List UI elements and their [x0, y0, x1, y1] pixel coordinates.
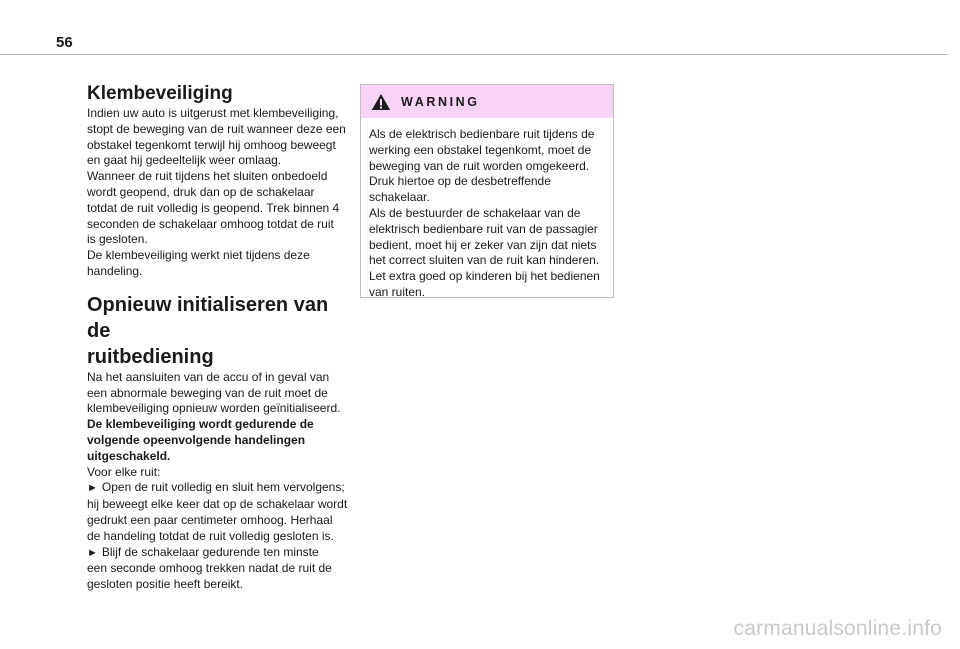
text-line: De klembeveiliging werkt niet tijdens deze — [87, 248, 310, 263]
bullet-arrow-icon: ► — [87, 546, 98, 559]
text-line: gedrukt een paar centimeter omhoog. Herhaal — [87, 512, 333, 527]
text-line: Wanneer de ruit tijdens het sluiten onbedoeld — [87, 169, 328, 184]
text-line: obstakel tegenkomt terwijl hij omhoog beweegt — [87, 137, 336, 152]
text-line: Als de elektrisch bedienbare ruit tijdens de — [369, 127, 595, 141]
warning-box — [360, 84, 614, 298]
text-line: elektrisch bedienbare ruit van de passagier — [369, 221, 598, 236]
text-line: totdat de ruit volledig is geopend. Trek binnen 4 — [87, 200, 340, 215]
text-line: Druk hiertoe op de desbetreffende — [369, 174, 551, 189]
text-line: stopt de beweging van de ruit wanneer deze een — [87, 121, 346, 136]
text-line: schakelaar. — [369, 190, 430, 205]
text-line: een seconde omhoog trekken nadat de ruit de — [87, 561, 332, 576]
text-line: klembeveiliging opnieuw worden geïnitialiseerd. — [87, 401, 341, 416]
text-line: en gaat hij gedeeltelijk weer omlaag. — [87, 153, 282, 168]
text-line: een abnormale beweging van de ruit moet de — [87, 385, 328, 400]
text-line: Indien uw auto is uitgerust met klembeveiliging, — [87, 106, 339, 120]
warning-body — [361, 118, 613, 301]
section-title-klembeveiliging: Klembeveiliging — [87, 83, 233, 104]
warning-triangle-icon — [371, 93, 391, 111]
text-line: van ruiten. — [369, 284, 426, 299]
text-line: werking een obstakel tegenkomt, moet de — [369, 142, 592, 157]
text-line: wordt geopend, druk dan op de schakelaar — [87, 184, 315, 199]
warning-header — [361, 85, 613, 118]
bullet-arrow-icon: ► — [87, 482, 98, 495]
section-title-reinitialize-line2: ruitbediening — [87, 345, 214, 368]
text-line: Als de bestuurder de schakelaar van de — [369, 205, 581, 220]
warning-label: WARNING — [401, 94, 480, 109]
klembeveiliging-text — [87, 106, 352, 280]
text-line: is gesloten. — [87, 232, 148, 247]
page-number: 56 — [56, 34, 73, 51]
text-line: bedient, moet hij er zeker van zijn dat niets — [369, 237, 597, 252]
step-2 — [87, 545, 352, 562]
text-line: de handeling totdat de ruit volledig gesloten is. — [87, 528, 334, 543]
bold-text-line: De klembeveiliging wordt gedurende de — [87, 417, 314, 432]
text-line: Na het aansluiten van de accu of in geval van — [87, 369, 330, 384]
bold-text-line: volgende opeenvolgende handelingen — [87, 432, 306, 447]
text-line: gesloten positie heeft bereikt. — [87, 577, 244, 592]
left-column — [87, 82, 352, 593]
header-divider — [0, 54, 947, 55]
text-line: beweging van de ruit worden omgekeerd. — [369, 158, 590, 173]
text-line: Let extra goed op kinderen bij het bedienen — [369, 269, 600, 284]
watermark: carmanualsonline.info — [733, 617, 942, 640]
bold-text-line: uitgeschakeld. — [87, 448, 171, 463]
section-title-reinitialize: Opnieuw initialiseren van de — [87, 293, 329, 342]
text-line: hij beweegt elke keer dat op de schakelaar wordt — [87, 497, 348, 512]
text-line: handeling. — [87, 263, 143, 278]
reinitialize-text — [87, 370, 352, 593]
step-1-text: Open de ruit volledig en sluit hem vervolgens; — [101, 480, 345, 495]
text-line: het correct sluiten van de ruit kan hinderen. — [369, 253, 600, 268]
step-1 — [87, 480, 352, 497]
text-line: seconden de schakelaar omhoog totdat de ruit — [87, 216, 334, 231]
text-line: Voor elke ruit: — [87, 464, 161, 479]
step-2-text: Blijf de schakelaar gedurende ten minste — [101, 544, 319, 559]
